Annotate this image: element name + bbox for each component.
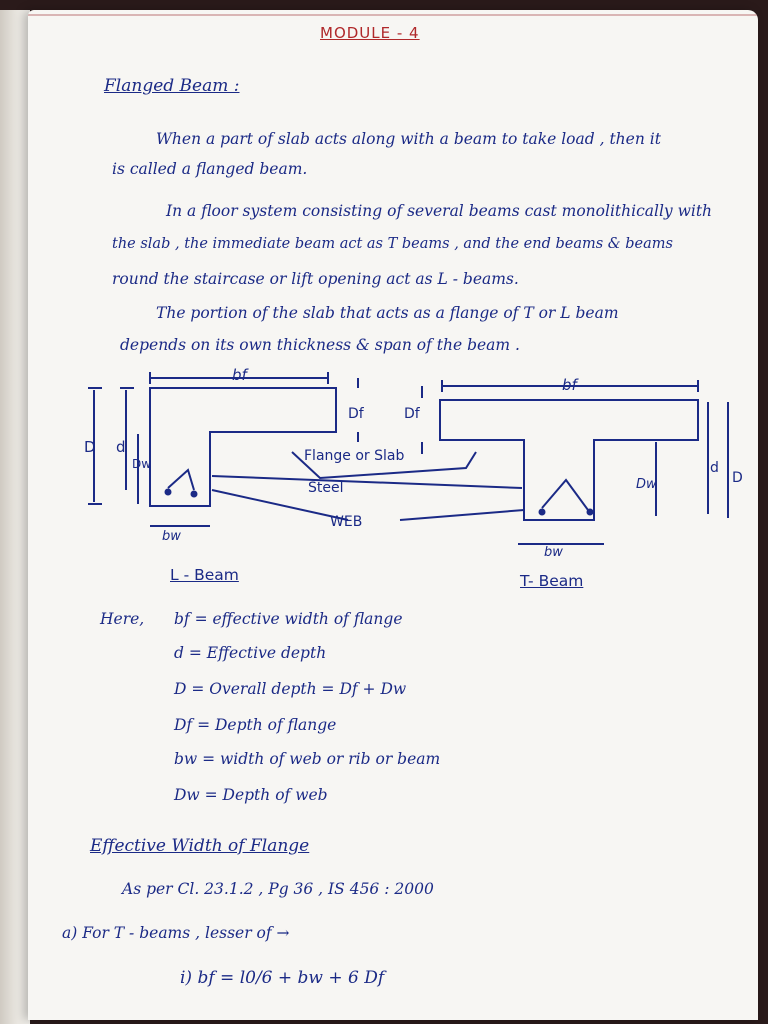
- definition-item: D = Overall depth = Df + Dw: [174, 680, 407, 698]
- definitions-here: Here,: [100, 610, 145, 628]
- beam-diagram: [28, 360, 758, 600]
- para1-line2: is called a flanged beam.: [112, 160, 308, 178]
- para3-line1: The portion of the slab that acts as a flange of T or L beam: [156, 304, 619, 322]
- web-leader-right: [400, 510, 524, 520]
- formula-i: i) bf = l0/6 + bw + 6 Df: [180, 968, 385, 988]
- label-D-right: D: [732, 470, 743, 486]
- l-steel-bar-2: [191, 491, 198, 498]
- para1-line1: When a part of slab acts along with a beam to take load , then it: [156, 130, 661, 148]
- label-Df-right: Df: [404, 406, 420, 422]
- label-Dw-right: Dw: [636, 477, 657, 492]
- notebook-page: [28, 10, 758, 1020]
- t-steel-bar-2: [587, 509, 594, 516]
- case-a-t-beams: a) For T - beams , lesser of →: [62, 924, 290, 942]
- label-flange: Flange or Slab: [304, 448, 405, 464]
- definition-item: Df = Depth of flange: [174, 716, 337, 734]
- t-steel-bar-1: [539, 509, 546, 516]
- definition-item: bw = width of web or rib or beam: [174, 750, 441, 768]
- label-bw-right: bw: [544, 545, 563, 560]
- label-d-right: d: [710, 460, 719, 476]
- label-web: WEB: [330, 514, 363, 530]
- steel-leader: [212, 476, 522, 488]
- notebook-gutter: [0, 10, 30, 1024]
- label-d-left: d: [116, 438, 126, 456]
- page-margin-line: [28, 14, 758, 16]
- section-title-flanged-beam: Flanged Beam :: [104, 76, 240, 96]
- definition-item: bf = effective width of flange: [174, 610, 403, 628]
- label-D-left: D: [84, 438, 96, 456]
- para2-line2: the slab , the immediate beam act as T beams , and the end beams & beams: [112, 236, 673, 252]
- l-steel-bar-1: [165, 489, 172, 496]
- caption-t-beam: T- Beam: [520, 572, 584, 590]
- para2-line3: round the staircase or lift opening act as L - beams.: [112, 270, 519, 288]
- label-bf-right: bf: [562, 376, 577, 394]
- reference-clause: As per Cl. 23.1.2 , Pg 36 , IS 456 : 2000: [122, 880, 434, 898]
- label-Dw-left: Dw: [132, 457, 152, 471]
- para2-line1: In a floor system consisting of several beams cast monolithically with: [166, 202, 713, 220]
- definition-item: d = Effective depth: [174, 644, 327, 662]
- label-bw-left: bw: [162, 529, 181, 544]
- definition-item: Dw = Depth of web: [174, 786, 328, 804]
- label-Df-left: Df: [348, 406, 364, 422]
- label-bf-left: bf: [232, 366, 247, 384]
- para3-line2: depends on its own thickness & span of the beam .: [120, 336, 520, 354]
- module-heading: MODULE - 4: [320, 24, 420, 42]
- caption-l-beam: L - Beam: [170, 566, 239, 584]
- section-title-effective-width: Effective Width of Flange: [90, 836, 310, 856]
- t-beam-outline: [440, 400, 698, 520]
- label-steel: Steel: [308, 480, 344, 496]
